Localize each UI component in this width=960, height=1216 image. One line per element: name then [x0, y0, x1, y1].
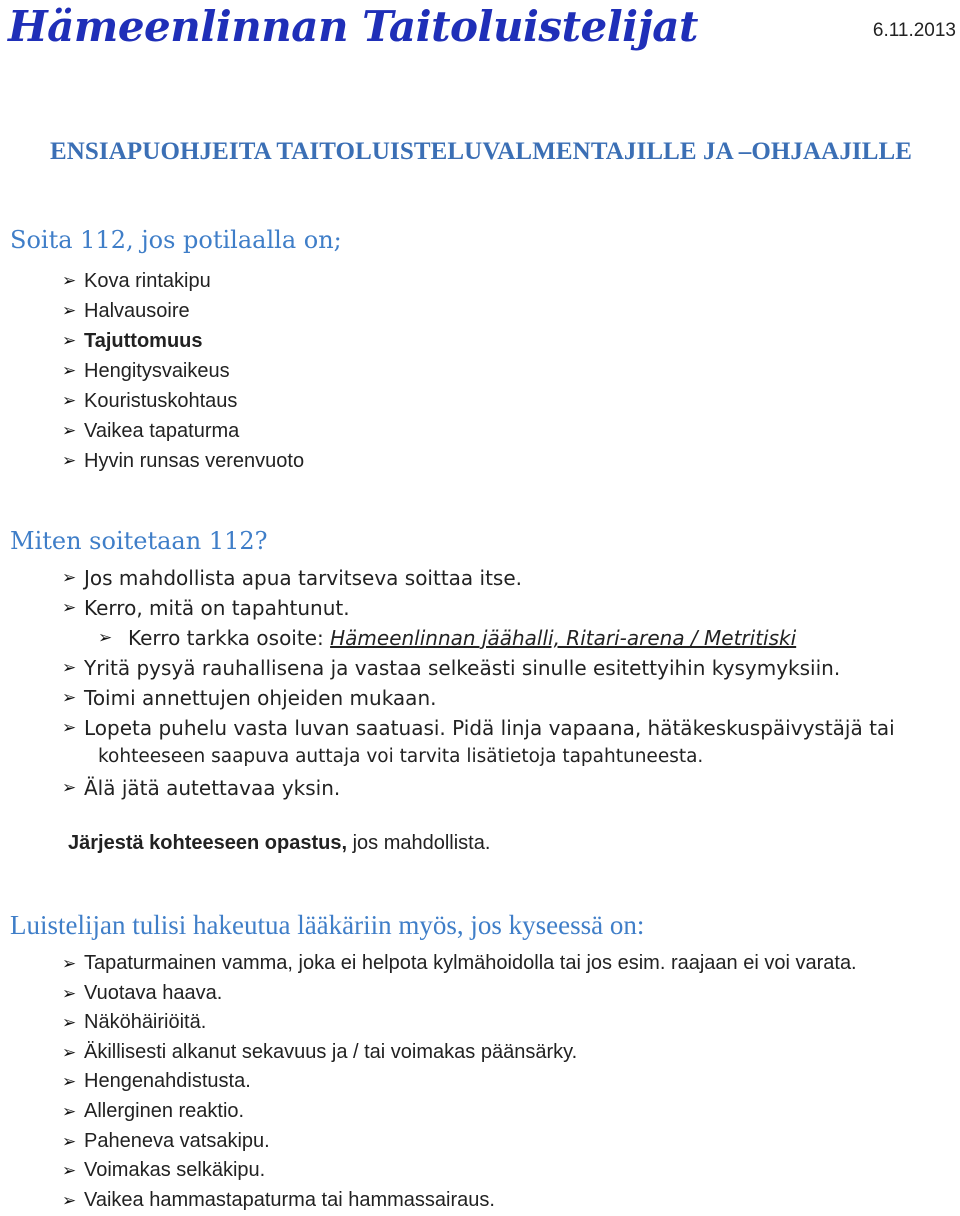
- arrowhead-bullet-icon: ➢: [62, 983, 77, 1003]
- list-item: ➢ Tapaturmainen vamma, joka ei helpota kylmähoidolla tai jos esim. raajaan ei voi varata.: [62, 949, 857, 979]
- list-item: ➢ Paheneva vatsakipu.: [62, 1127, 857, 1157]
- document-title: ENSIAPUOHJEITA TAITOLUISTELUVALMENTAJILLE JA –OHJAAJILLE: [50, 138, 913, 165]
- arrowhead-bullet-icon: ➢: [62, 568, 77, 588]
- list-item: ➢ Toimi annettujen ohjeiden mukaan.: [62, 683, 895, 713]
- section-heading-call-112: Soita 112, jos potilaalla on;: [10, 226, 342, 254]
- arrowhead-bullet-icon: ➢: [62, 658, 77, 678]
- arrowhead-bullet-icon: ➢: [98, 628, 113, 648]
- address-text: Hämeenlinnan jäähalli, Ritari-arena / Metritiski: [330, 626, 797, 650]
- arrowhead-bullet-icon: ➢: [62, 598, 77, 618]
- list-item: ➢ Kerro tarkka osoite: Hämeenlinnan jäähalli, Ritari-arena / Metritiski: [62, 623, 895, 653]
- list-item: ➢ Kerro, mitä on tapahtunut.: [62, 593, 895, 623]
- arrowhead-bullet-icon: ➢: [62, 1072, 77, 1092]
- arrowhead-bullet-icon: ➢: [62, 1161, 77, 1181]
- arrowhead-bullet-icon: ➢: [62, 954, 77, 973]
- section-heading-how-to-call: Miten soitetaan 112?: [10, 527, 268, 555]
- list-item: ➢ Vuotava haava.: [62, 979, 857, 1009]
- arrowhead-bullet-icon: ➢: [62, 271, 77, 290]
- list-item: ➢ Halvausoire: [62, 296, 304, 326]
- list-item: ➢ Tajuttomuus: [62, 326, 304, 356]
- call-instructions-list: [62, 563, 895, 743]
- list-item: ➢ Näköhäiriöitä.: [62, 1008, 857, 1038]
- section-heading-see-doctor: Luistelijan tulisi hakeutua lääkäriin myös, jos kyseessä on:: [10, 910, 645, 940]
- list-item: ➢ Äkillisesti alkanut sekavuus ja / tai voimakas päänsärky.: [62, 1038, 857, 1068]
- arrowhead-bullet-icon: ➢: [62, 301, 77, 320]
- call-instructions-list-end: [62, 773, 340, 803]
- list-item-continuation: kohteeseen saapuva auttaja voi tarvita lisätietoja tapahtuneesta.: [98, 746, 704, 767]
- list-item: ➢ Jos mahdollista apua tarvitseva soittaa itse.: [62, 563, 895, 593]
- list-item: ➢ Allerginen reaktio.: [62, 1097, 857, 1127]
- arrowhead-bullet-icon: ➢: [62, 451, 77, 470]
- guidance-note: Järjestä kohteeseen opastus, jos mahdollista.: [68, 832, 491, 854]
- arrowhead-bullet-icon: ➢: [62, 688, 77, 708]
- list-item: ➢ Älä jätä autettavaa yksin.: [62, 773, 340, 803]
- arrowhead-bullet-icon: ➢: [62, 421, 77, 440]
- organization-name: Hämeenlinnan Taitoluistelijat: [8, 2, 698, 51]
- list-item: ➢ Kouristuskohtaus: [62, 386, 304, 416]
- list-item: ➢ Kova rintakipu: [62, 266, 304, 296]
- list-item: ➢ Yritä pysyä rauhallisena ja vastaa selkeästi sinulle esitettyihin kysymyksiin.: [62, 653, 895, 683]
- arrowhead-bullet-icon: ➢: [62, 718, 77, 738]
- arrowhead-bullet-icon: ➢: [62, 1042, 77, 1062]
- arrowhead-bullet-icon: ➢: [62, 361, 77, 380]
- emergency-symptom-list: [62, 266, 304, 476]
- doctor-symptom-list: [62, 949, 857, 1215]
- list-item: ➢ Lopeta puhelu vasta luvan saatuasi. Pidä linja vapaana, hätäkeskuspäivystäjä tai: [62, 713, 895, 743]
- list-item: ➢ Vaikea hammastapaturma tai hammassairaus.: [62, 1186, 857, 1216]
- list-item: ➢ Hyvin runsas verenvuoto: [62, 446, 304, 476]
- document-date: 6.11.2013: [872, 20, 956, 41]
- arrowhead-bullet-icon: ➢: [62, 1190, 77, 1210]
- list-item: ➢ Hengitysvaikeus: [62, 356, 304, 386]
- list-item: ➢ Vaikea tapaturma: [62, 416, 304, 446]
- list-item: ➢ Voimakas selkäkipu.: [62, 1156, 857, 1186]
- arrowhead-bullet-icon: ➢: [62, 331, 77, 350]
- arrowhead-bullet-icon: ➢: [62, 1101, 77, 1121]
- arrowhead-bullet-icon: ➢: [62, 1131, 77, 1151]
- arrowhead-bullet-icon: ➢: [62, 778, 77, 798]
- list-item: ➢ Hengenahdistusta.: [62, 1067, 857, 1097]
- arrowhead-bullet-icon: ➢: [62, 391, 77, 410]
- arrowhead-bullet-icon: ➢: [62, 1013, 77, 1033]
